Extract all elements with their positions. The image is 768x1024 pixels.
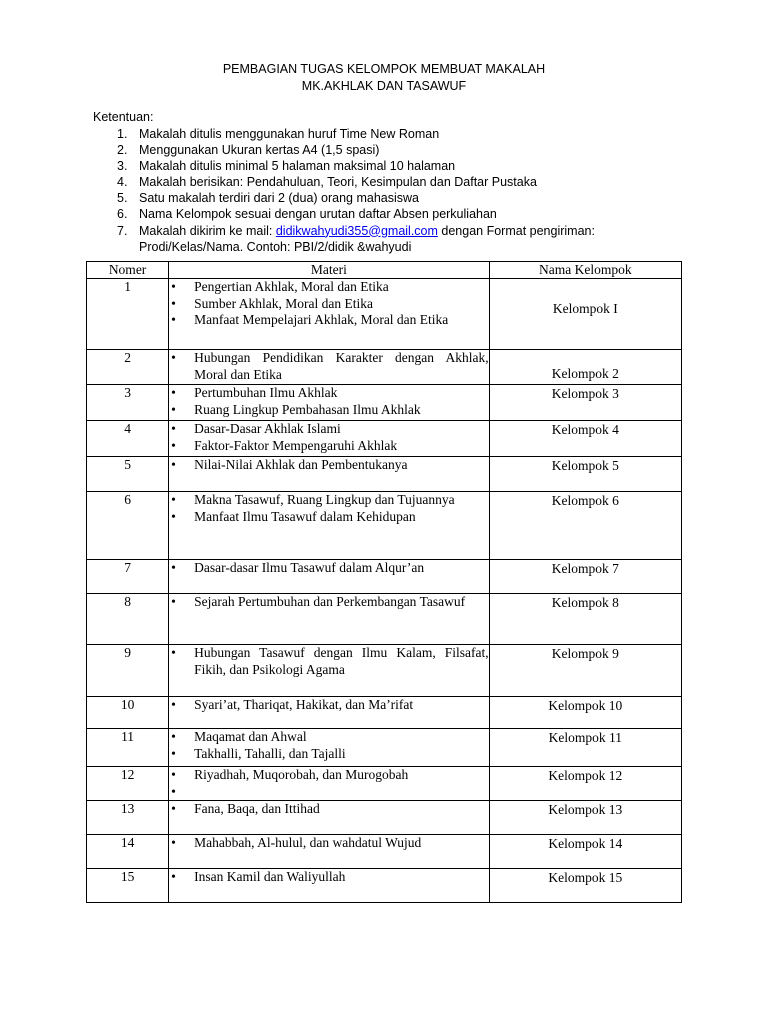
materi-item: • Syari’at, Thariqat, Hakikat, dan Ma’rifat: [169, 697, 489, 714]
materi-item: • Pengertian Akhlak, Moral dan Etika: [169, 279, 489, 296]
materi-cell: [169, 645, 490, 697]
materi-cell: [169, 594, 490, 645]
table-row: [87, 697, 682, 729]
materi-item: • Dasar-dasar Ilmu Tasawuf dalam Alqur’an: [169, 560, 489, 577]
row-number: 2: [87, 350, 169, 385]
table-row: [87, 560, 682, 594]
assignment-table: [86, 261, 682, 903]
rule-item: [117, 223, 687, 255]
rule-text: Makalah ditulis minimal 5 halaman maksimal 10 halaman: [139, 159, 456, 174]
materi-list: [169, 869, 489, 886]
materi-list: [169, 492, 489, 525]
materi-cell: [169, 835, 490, 869]
materi-cell: [169, 279, 490, 350]
row-number: 1: [87, 279, 169, 350]
materi-item: [169, 784, 489, 800]
materi-list: [169, 645, 489, 678]
materi-cell: [169, 697, 490, 729]
row-number: 5: [87, 457, 169, 492]
materi-item: • Fana, Baqa, dan Ittihad: [169, 801, 489, 818]
rule-item: [117, 158, 687, 174]
row-number: 3: [87, 385, 169, 421]
rule-text: dengan Format pengiriman: Prodi/Kelas/Nama. Contoh: PBI/2/didik &wahyudi: [139, 223, 595, 254]
materi-item: • Insan Kamil dan Waliyullah: [169, 869, 489, 886]
row-number: 7: [87, 560, 169, 594]
materi-cell: [169, 385, 490, 421]
rule-text: Satu makalah terdiri dari 2 (dua) orang mahasiswa: [139, 191, 419, 206]
materi-item: • Nilai-Nilai Akhlak dan Pembentukanya: [169, 457, 489, 474]
materi-cell: [169, 350, 490, 385]
materi-item: • Manfaat Ilmu Tasawuf dalam Kehidupan: [169, 509, 489, 526]
materi-item: • Faktor-Faktor Mempengaruhi Akhlak: [169, 438, 489, 455]
table-row: [87, 279, 682, 350]
materi-list: [169, 560, 489, 577]
kelompok-cell: Kelompok 2: [489, 350, 681, 385]
row-number: 4: [87, 421, 169, 457]
ketentuan-label: Ketentuan:: [93, 110, 154, 124]
materi-cell: [169, 767, 490, 801]
materi-item: • Mahabbah, Al-hulul, dan wahdatul Wujud: [169, 835, 489, 852]
rule-text: Makalah dikirim ke mail:: [139, 223, 276, 238]
row-number: 8: [87, 594, 169, 645]
table-row: [87, 457, 682, 492]
row-number: 12: [87, 767, 169, 801]
table-row: [87, 729, 682, 767]
table-row: [87, 869, 682, 903]
rule-text: Makalah berisikan: Pendahuluan, Teori, Kesimpulan dan Daftar Pustaka: [139, 175, 537, 190]
kelompok-cell: Kelompok 11: [489, 729, 681, 767]
kelompok-cell: Kelompok 15: [489, 869, 681, 903]
rule-item: [117, 142, 687, 158]
rule-item: [117, 190, 687, 206]
kelompok-cell: Kelompok 7: [489, 560, 681, 594]
column-header-materi: Materi: [169, 262, 490, 279]
row-number: 6: [87, 492, 169, 560]
ketentuan-list: [117, 126, 687, 255]
materi-cell: [169, 801, 490, 835]
document-title: PEMBAGIAN TUGAS KELOMPOK MEMBUAT MAKALAH: [222, 62, 546, 76]
kelompok-cell: Kelompok 6: [489, 492, 681, 560]
kelompok-cell: Kelompok 10: [489, 697, 681, 729]
row-number: 9: [87, 645, 169, 697]
row-number: 15: [87, 869, 169, 903]
kelompok-cell: Kelompok I: [489, 279, 681, 350]
email-link[interactable]: didikwahyudi355@gmail.com: [275, 223, 438, 238]
kelompok-cell: Kelompok 5: [489, 457, 681, 492]
materi-list: [169, 457, 489, 474]
table-header-row: [87, 262, 682, 279]
table-row: [87, 835, 682, 869]
materi-item: • Sejarah Pertumbuhan dan Perkembangan Tasawuf: [169, 594, 489, 611]
rule-text: Nama Kelompok sesuai dengan urutan daftar Absen perkuliahan: [139, 207, 497, 222]
materi-list: [169, 385, 489, 418]
table-row: [87, 350, 682, 385]
materi-list: [169, 421, 489, 454]
table-row: [87, 594, 682, 645]
table-body: [87, 279, 682, 903]
rule-item: [117, 206, 687, 222]
row-number: 11: [87, 729, 169, 767]
rule-number: 5.: [117, 191, 128, 206]
rule-number: 1.: [117, 127, 128, 141]
row-number: 14: [87, 835, 169, 869]
materi-item: • Hubungan Pendidikan Karakter dengan Akhlak, Moral dan Etika: [169, 350, 489, 383]
materi-cell: [169, 421, 490, 457]
materi-cell: [169, 457, 490, 492]
table-row: [87, 492, 682, 560]
materi-item: • Makna Tasawuf, Ruang Lingkup dan Tujuannya: [169, 492, 489, 509]
row-number: 13: [87, 801, 169, 835]
materi-list: [169, 835, 489, 852]
rule-item: [117, 174, 687, 190]
column-header-kelompok: Nama Kelompok: [489, 262, 681, 279]
materi-list: [169, 279, 489, 329]
table-row: [87, 385, 682, 421]
rule-number: 6.: [117, 207, 128, 222]
rule-number: 3.: [117, 159, 128, 174]
table-row: [87, 767, 682, 801]
materi-item: • Hubungan Tasawuf dengan Ilmu Kalam, Filsafat, Fikih, dan Psikologi Agama: [169, 645, 489, 678]
materi-item: • Ruang Lingkup Pembahasan Ilmu Akhlak: [169, 402, 489, 419]
kelompok-cell: Kelompok 14: [489, 835, 681, 869]
materi-list: [169, 729, 489, 762]
column-header-nomer: Nomer: [87, 262, 169, 279]
materi-item: • Manfaat Mempelajari Akhlak, Moral dan Etika: [169, 312, 489, 329]
materi-cell: [169, 492, 490, 560]
rule-text: Menggunakan Ukuran kertas A4 (1,5 spasi): [139, 143, 380, 158]
table-row: [87, 801, 682, 835]
kelompok-cell: Kelompok 13: [489, 801, 681, 835]
rule-text: Makalah ditulis menggunakan huruf Time New Roman: [139, 127, 440, 141]
kelompok-cell: Kelompok 8: [489, 594, 681, 645]
materi-item: • Pertumbuhan Ilmu Akhlak: [169, 385, 489, 402]
kelompok-cell: Kelompok 3: [489, 385, 681, 421]
materi-list: [169, 801, 489, 818]
rule-number: 4.: [117, 175, 128, 190]
materi-cell: [169, 560, 490, 594]
materi-item: • Takhalli, Tahalli, dan Tajalli: [169, 746, 489, 763]
table-row: [87, 421, 682, 457]
materi-item: • Riyadhah, Muqorobah, dan Murogobah: [169, 767, 489, 784]
kelompok-cell: Kelompok 9: [489, 645, 681, 697]
kelompok-cell: Kelompok 12: [489, 767, 681, 801]
materi-list: [169, 350, 489, 383]
rule-number: 7.: [117, 223, 128, 238]
row-number: 10: [87, 697, 169, 729]
rule-item: [117, 126, 687, 142]
rule-number: 2.: [117, 143, 128, 158]
materi-cell: [169, 869, 490, 903]
materi-cell: [169, 729, 490, 767]
materi-item: • Maqamat dan Ahwal: [169, 729, 489, 746]
materi-list: [169, 697, 489, 714]
materi-list: [169, 767, 489, 800]
materi-item: • Dasar-Dasar Akhlak Islami: [169, 421, 489, 438]
table-row: [87, 645, 682, 697]
materi-list: [169, 594, 489, 611]
materi-item: • Sumber Akhlak, Moral dan Etika: [169, 296, 489, 313]
kelompok-cell: Kelompok 4: [489, 421, 681, 457]
document-subtitle: MK.AKHLAK DAN TASAWUF: [301, 79, 467, 93]
